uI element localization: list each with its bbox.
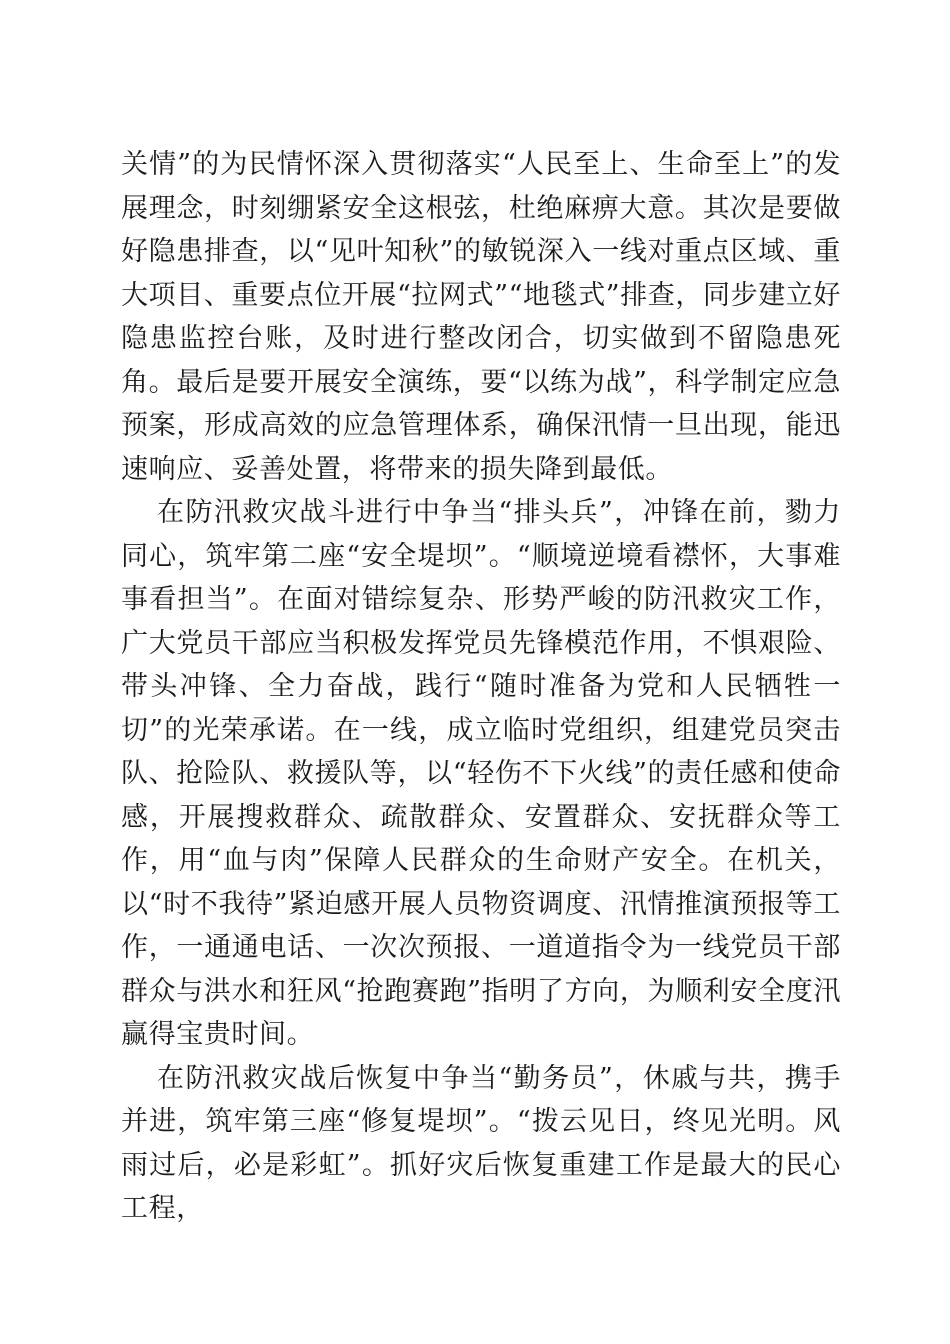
paragraph-second-dam: 在防汛救灾战斗进行中争当“排头兵”，冲锋在前，勠力同心，筑牢第二座“安全堤坝”。“顺境逆境看襟怀，大事难事看担当”。在面对错综复杂、形势严峻的防汛救灾工作，广大党员干部应当积极发挥党员先锋模范作用，不惧艰险、带头冲锋、全力奋战，践行“随时准备为党和人民牺牲一切”的光荣承诺。在一线，成立临时党组织，组建党员突击队、抢险队、救援队等，以“轻伤不下火线”的责任感和使命感，开展搜救群众、疏散群众、安置群众、安抚群众等工作，用“血与肉”保障人民群众的生命财产安全。在机关，以“时不我待”紧迫感开展人员物资调度、汛情推演预报等工作，一通通电话、一次次预报、一道道指令为一线党员干部群众与洪水和狂风“抢跑赛跑”指明了方向，为顺利安全度汛赢得宝贵时间。 bbox=[121, 497, 841, 1050]
document-body bbox=[121, 143, 841, 1231]
paragraph-continuation: 关情”的为民情怀深入贯彻落实“人民至上、生命至上”的发展理念，时刻绷紧安全这根弦，杜绝麻痹大意。其次是要做好隐患排查，以“见叶知秋”的敏锐深入一线对重点区域、重大项目、重要点位开展“拉网式”“地毯式”排查，同步建立好隐患监控台账，及时进行整改闭合，切实做到不留隐患死角。最后是要开展安全演练，要“以练为战”，科学制定应急预案，形成高效的应急管理体系，确保汛情一旦出现，能迅速响应、妥善处置，将带来的损失降到最低。 bbox=[121, 149, 842, 485]
paragraph-third-dam: 在防汛救灾战后恢复中争当“勤务员”，休戚与共，携手并进，筑牢第三座“修复堤坝”。“拨云见日，终见光明。风雨过后，必是彩虹”。抓好灾后恢复重建工作是最大的民心工程， bbox=[121, 1062, 841, 1224]
